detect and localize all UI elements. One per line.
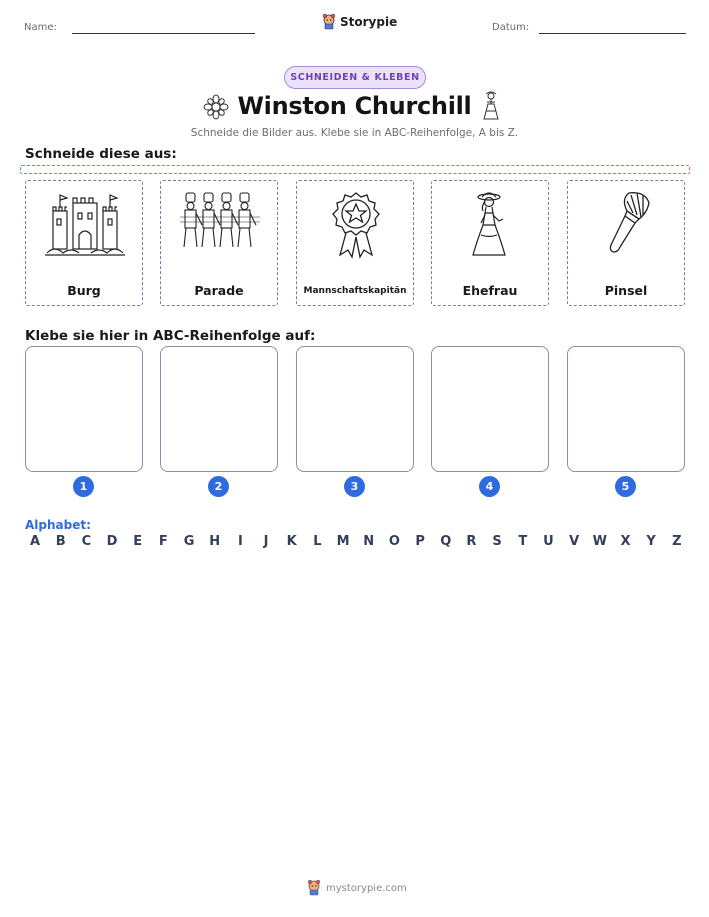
alphabet-letter: C — [81, 534, 92, 549]
name-label: Name: — [24, 22, 57, 33]
alphabet-letter: L — [313, 534, 322, 549]
alphabet-letter: F — [158, 534, 168, 549]
brand-name: Storypie — [340, 15, 398, 29]
paste-box-1[interactable] — [25, 346, 143, 472]
alphabet-letter: O — [388, 534, 400, 549]
lady-doodle-icon — [479, 91, 503, 121]
number-badge-2: 2 — [208, 476, 229, 497]
alphabet-letter: J — [263, 534, 269, 549]
cut-card-team-captain[interactable] — [296, 180, 414, 306]
paste-box-2[interactable] — [160, 346, 278, 472]
alphabet-letter: Z — [672, 534, 682, 549]
cut-card-brush[interactable] — [567, 180, 685, 306]
number-badge-3: 3 — [344, 476, 365, 497]
alphabet-letter: U — [543, 534, 554, 549]
alphabet-letter: W — [592, 534, 607, 549]
cut-card-castle[interactable] — [25, 180, 143, 306]
castle-icon — [45, 189, 125, 259]
alphabet-letter: E — [133, 534, 143, 549]
alphabet-letter: G — [183, 534, 195, 549]
alphabet-letter: P — [415, 534, 425, 549]
card-label: Burg — [67, 283, 101, 298]
number-badge-5: 5 — [615, 476, 636, 497]
cut-section-heading: Schneide diese aus: — [25, 146, 177, 162]
alphabet-letter: R — [466, 534, 477, 549]
alphabet-letter: S — [492, 534, 502, 549]
alphabet-letter: K — [286, 534, 297, 549]
page-title: Winston Churchill — [237, 92, 472, 120]
footer-url[interactable]: mystorypie.com — [326, 882, 407, 894]
card-label: Ehefrau — [462, 283, 518, 298]
card-label: Parade — [194, 283, 244, 298]
paste-section-heading: Klebe sie hier in ABC-Reihenfolge auf: — [25, 328, 316, 344]
alphabet-letter: T — [518, 534, 528, 549]
alphabet-letter: Y — [646, 534, 656, 549]
instructions: Schneide die Bilder aus. Klebe sie in ABC-Reihenfolge, A bis Z. — [190, 127, 519, 139]
alphabet-letter: V — [569, 534, 580, 549]
cut-card-wife[interactable] — [431, 180, 549, 306]
cut-card-parade[interactable] — [160, 180, 278, 306]
number-badge-4: 4 — [479, 476, 500, 497]
name-line — [72, 33, 255, 34]
card-label: Pinsel — [604, 283, 648, 298]
date-label: Datum: — [492, 22, 530, 33]
alphabet-letter: B — [55, 534, 66, 549]
number-badge-1: 1 — [73, 476, 94, 497]
star-medal-icon — [316, 189, 396, 259]
lady-in-dress-icon — [451, 189, 531, 259]
paste-box-5[interactable] — [567, 346, 685, 472]
paste-box-4[interactable] — [431, 346, 549, 472]
card-label: Mannschaftskapitän — [303, 286, 407, 296]
alphabet-letter: N — [363, 534, 375, 549]
footer — [307, 880, 407, 896]
paintbrush-icon — [587, 189, 667, 259]
cut-line — [20, 165, 690, 174]
soldiers-parade-icon — [180, 189, 260, 259]
alphabet-letter: D — [106, 534, 118, 549]
alphabet-row — [26, 534, 686, 549]
storypie-logo-icon — [307, 880, 321, 896]
alphabet-letter: A — [29, 534, 41, 549]
paste-box-3[interactable] — [296, 346, 414, 472]
alphabet-letter: H — [209, 534, 221, 549]
date-line — [539, 33, 686, 34]
alphabet-letter: M — [336, 534, 350, 549]
alphabet-letter: X — [620, 534, 631, 549]
alphabet-letter: Q — [440, 534, 452, 549]
brand — [322, 14, 397, 30]
alphabet-letter: I — [237, 534, 243, 549]
alphabet-heading: Alphabet: — [25, 518, 91, 532]
activity-badge: SCHNEIDEN & KLEBEN — [284, 66, 426, 89]
storypie-logo-icon — [322, 14, 336, 30]
